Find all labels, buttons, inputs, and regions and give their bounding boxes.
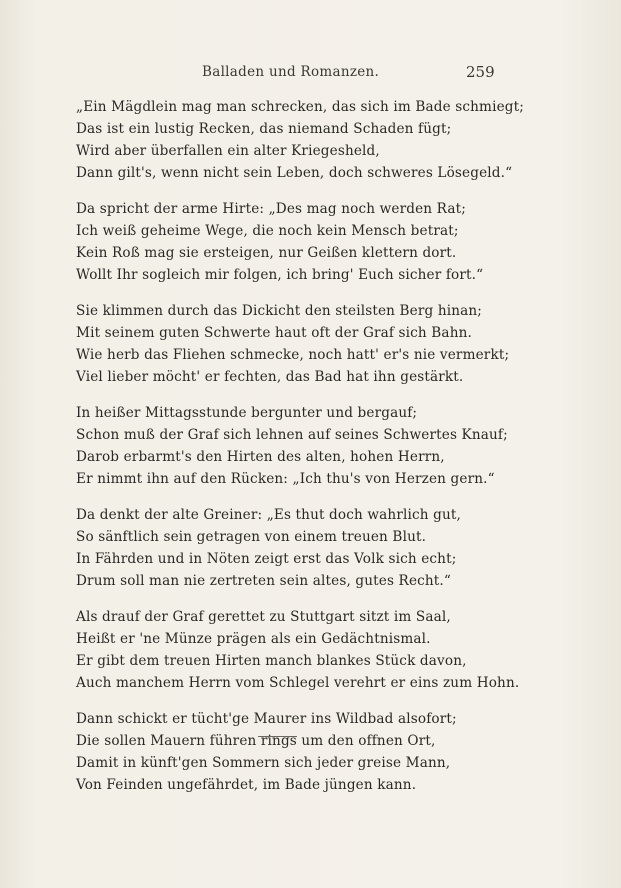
stanza — [76, 708, 496, 796]
verse-line: Schon muß der Graf sich lehnen auf seines Schwertes Knauf; — [76, 427, 508, 443]
verse-line: Viel lieber möcht' er fechten, das Bad hat ihn gestärkt. — [76, 369, 464, 385]
verse-line: In heißer Mittagsstunde bergunter und bergauf; — [76, 405, 418, 421]
stanza — [76, 504, 496, 592]
verse-line: Mit seinem guten Schwerte haut oft der Graf sich Bahn. — [76, 325, 472, 341]
verse-line: Darob erbarmt's den Hirten des alten, hohen Herrn, — [76, 449, 445, 465]
verse-line: Dann schickt er tücht'ge Maurer ins Wildbad alsofort; — [76, 711, 457, 727]
verse-line: „Ein Mägdlein mag man schrecken, das sich im Bade schmiegt; — [76, 99, 524, 115]
verse-line: Da denkt der alte Greiner: „Es thut doch wahrlich gut, — [76, 507, 461, 523]
running-title: Balladen und Romanzen. — [202, 64, 380, 80]
verse-line: Er gibt dem treuen Hirten manch blankes Stück davon, — [76, 653, 467, 669]
verse-line: Als drauf der Graf gerettet zu Stuttgart sitzt im Saal, — [76, 609, 451, 625]
stanza — [76, 96, 524, 184]
verse-line: Kein Roß mag sie ersteigen, nur Geißen klettern dort. — [76, 245, 457, 261]
poem-body — [76, 96, 524, 810]
page-header — [0, 64, 621, 84]
verse-line: Von Feinden ungefährdet, im Bade jüngen kann. — [76, 777, 417, 793]
verse-line: Da spricht der arme Hirte: „Des mag noch werden Rat; — [76, 201, 466, 217]
end-rule — [258, 736, 297, 737]
verse-line: Heißt er 'ne Münze prägen als ein Gedächtnismal. — [76, 631, 431, 647]
verse-line: Damit in künft'gen Sommern sich jeder greise Mann, — [76, 755, 451, 771]
verse-line: Das ist ein lustig Recken, das niemand Schaden fügt; — [76, 121, 452, 137]
verse-line: Wie herb das Fliehen schmecke, noch hatt' er's nie vermerkt; — [76, 347, 510, 363]
stanza — [76, 606, 520, 694]
stanza — [76, 300, 510, 388]
verse-line: Ich weiß geheime Wege, die noch kein Mensch betrat; — [76, 223, 459, 239]
verse-line: Wollt Ihr sogleich mir folgen, ich bring' Euch sicher fort.“ — [76, 267, 484, 283]
verse-line: Auch manchem Herrn vom Schlegel verehrt er eins zum Hohn. — [76, 675, 520, 691]
verse-line: Die sollen Mauern führen rings um den offnen Ort, — [76, 733, 436, 749]
page-number: 259 — [466, 63, 495, 81]
verse-line: Dann gilt's, wenn nicht sein Leben, doch schweres Lösegeld.“ — [76, 165, 513, 181]
verse-line: In Fährden und in Nöten zeigt erst das Volk sich echt; — [76, 551, 457, 567]
verse-line: Drum soll man nie zertreten sein altes, gutes Recht.“ — [76, 573, 451, 589]
verse-line: Sie klimmen durch das Dickicht den steilsten Berg hinan; — [76, 303, 483, 319]
stanza — [76, 198, 496, 286]
verse-line: So sänftlich sein getragen von einem treuen Blut. — [76, 529, 427, 545]
verse-line: Er nimmt ihn auf den Rücken: „Ich thu's von Herzen gern.“ — [76, 471, 495, 487]
stanza — [76, 402, 508, 490]
verse-line: Wird aber überfallen ein alter Kriegesheld, — [76, 143, 380, 159]
